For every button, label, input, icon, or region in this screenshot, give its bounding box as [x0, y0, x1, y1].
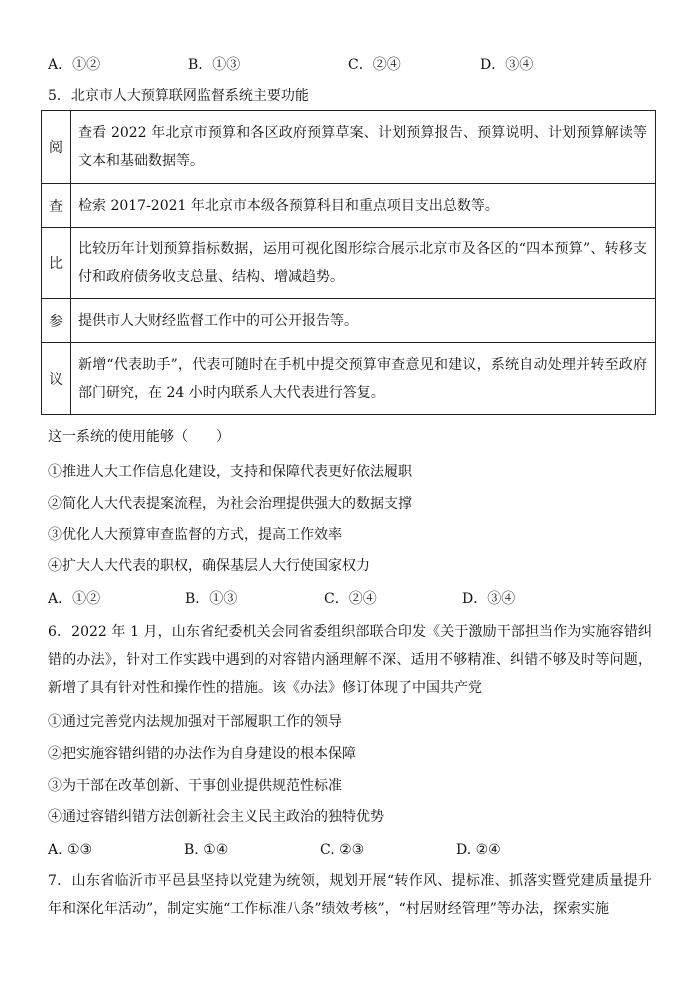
q6-option-a: A. ①③: [48, 842, 93, 858]
row-text: 新增“代表助手”，代表可随时在手机中提交预算审查意见和建议，系统自动处理并转至政府部门研究，在 24 小时内联系人大代表进行答复。: [71, 343, 656, 415]
row-text: 查看 2022 年北京市预算和各区政府预算草案、计划预算报告、预算说明、计划预算解读等文本和基础数据等。: [71, 111, 656, 184]
q6-item-3: ③为干部在改革创新、干事创业提供规范性标准: [48, 778, 342, 794]
row-text: 比较历年计划预算指标数据，运用可视化图形综合展示北京市及各区的“四本预算”、转移支付和政府债务收支总量、结构、增减趋势。: [71, 228, 656, 299]
q7-stem: 7．山东省临沂市平邑县坚持以党建为统领，规划开展“转作风、提标准、抓落实暨党建质量提升年和深化年活动”，制定实施“工作标准八条”绩效考核”，“村居财经管理”等办法，探索实施: [48, 873, 652, 917]
table-row: [42, 228, 656, 299]
table-row: [42, 299, 656, 343]
q4-option-b: B．①③: [188, 57, 241, 73]
row-key: 参: [42, 299, 71, 343]
q6-option-d: D. ②④: [456, 842, 501, 858]
q5-option-b: B．①③: [185, 591, 238, 607]
q5-option-c: C．②④: [324, 591, 377, 607]
q5-title: 5．北京市人大预算联网监督系统主要功能: [48, 88, 309, 104]
q6-item-1: ①通过完善党内法规加强对干部履职工作的领导: [48, 714, 342, 730]
q5-item-3: ③优化人大预算审查监督的方式，提高工作效率: [48, 527, 342, 543]
table-row: [42, 343, 656, 415]
q6-option-c: C. ②③: [320, 842, 365, 858]
q6-stem: 6．2022 年 1 月，山东省纪委机关会同省委组织部联合印发《关于激励干部担当作为实施容错纠错的办法》，针对工作实践中遇到的对容错内涵理解不深、适用不够精准、纠错不够及时等问题，新增了具有针对性和操作性的措施。该《办法》修订体现了中国共产党: [48, 624, 652, 696]
q5-option-a: A．①②: [48, 591, 101, 607]
q5-item-2: ②简化人大代表提案流程，为社会治理提供强大的数据支撑: [48, 496, 412, 512]
q4-option-a: A．①②: [48, 57, 101, 73]
table-row: [42, 184, 656, 228]
q6-option-b: B. ①④: [184, 842, 229, 858]
row-key: 议: [42, 343, 71, 415]
row-text: 提供市人大财经监督工作中的可公开报告等。: [71, 299, 656, 343]
q5-item-1: ①推进人大工作信息化建设，支持和保障代表更好依法履职: [48, 464, 412, 480]
q6-item-2: ②把实施容错纠错的办法作为自身建设的根本保障: [48, 746, 356, 762]
table-row: [42, 111, 656, 184]
q5-stem: 这一系统的使用能够（ ）: [48, 429, 230, 445]
q5-item-4: ④扩大人大代表的职权，确保基层人大行使国家权力: [48, 558, 370, 574]
q4-option-d: D．③④: [480, 57, 534, 73]
function-table: [41, 110, 656, 415]
q5-option-d: D．③④: [462, 591, 516, 607]
q4-option-c: C．②④: [348, 57, 401, 73]
row-key: 查: [42, 184, 71, 228]
row-text: 检索 2017-2021 年北京市本级各预算科目和重点项目支出总数等。: [71, 184, 656, 228]
row-key: 比: [42, 228, 71, 299]
row-key: 阅: [42, 111, 71, 184]
q6-item-4: ④通过容错纠错方法创新社会主义民主政治的独特优势: [48, 809, 384, 825]
